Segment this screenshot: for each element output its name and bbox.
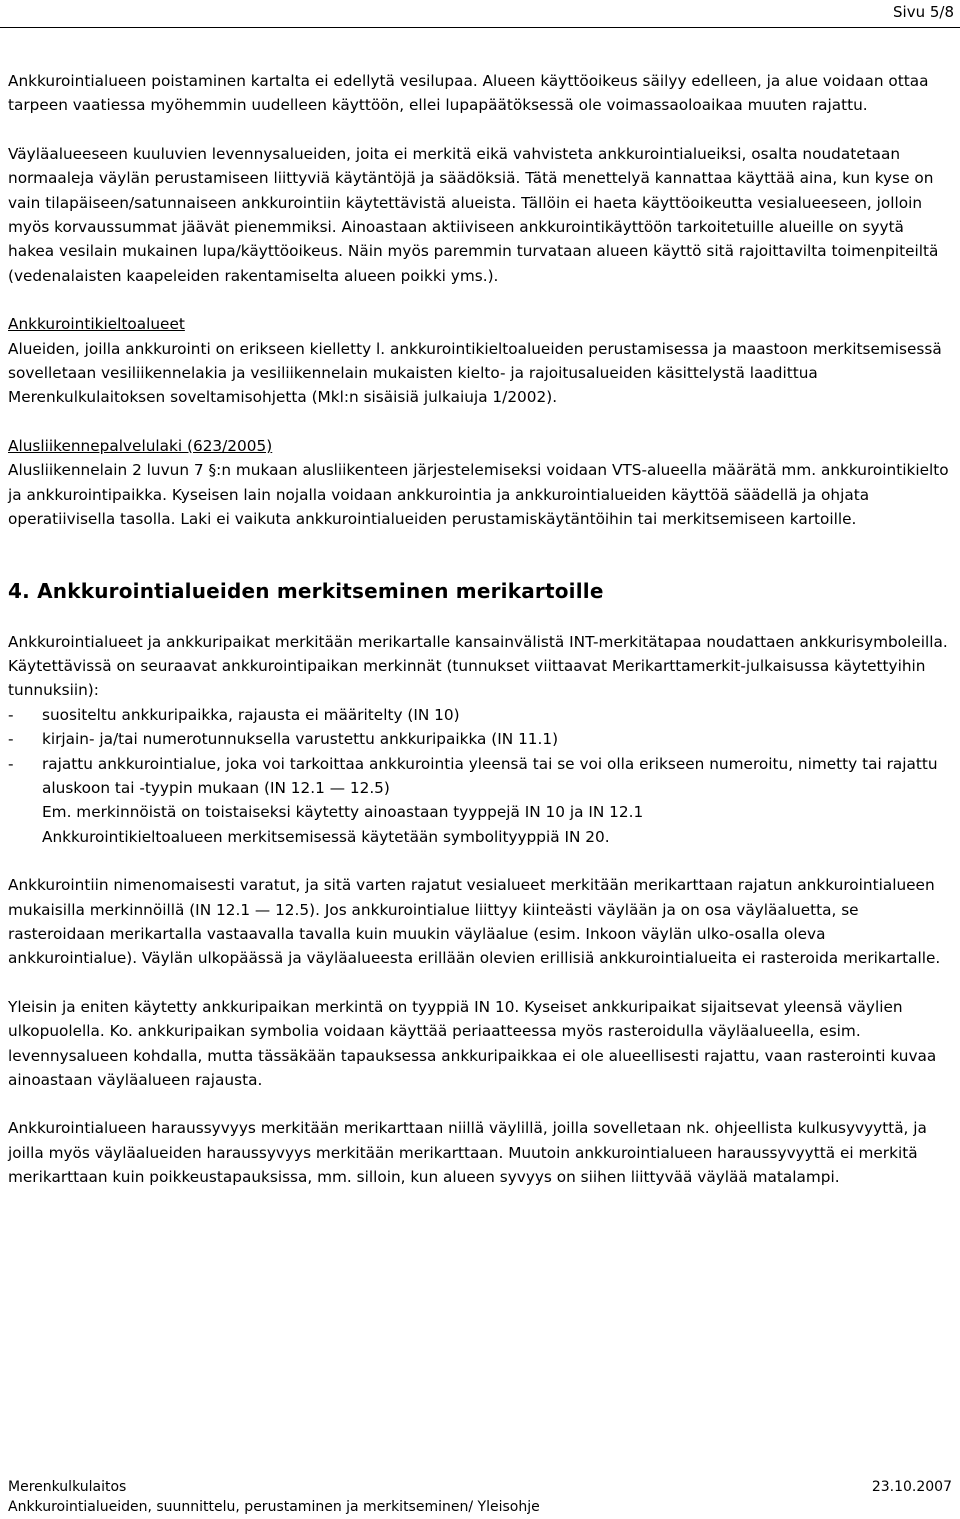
paragraph-poistaminen: Ankkurointialueen poistaminen kartalta ei edellytä vesilupaa. Alueen käyttöoikeus säilyy edelleen, ja alue voidaan ottaa tarpeen vaatiessa myöhemmin uudelleen käyttöön, ellei lupapäätöksessä ole voimassaoloaikaa muuten rajattu. <box>8 72 929 115</box>
paragraph-levennysalueet: Väyläalueeseen kuuluvien levennysalueiden, joita ei merkitä eikä vahvisteta ankkurointialueiksi, osalta noudatetaan normaaleja väylän perustamiseen liittyviä käytäntöjä ja säädöksiä. Tätä menettelyä kannattaa käyttää aina, kun kyse on vain tilapäiseen/satunnaiseen ankkurointiin käytettävistä alueista. Tällöin ei haeta käyttöoikeutta vesialueeseen, jolloin myös korvaussummat jäävät pienemmiksi. Ainoastaan aktiiviseen ankkurointikäyttöön tarkoitetuille alueille on syytä hakea vesilain mukainen lupa/käyttöoikeus. Näin myös paremmin turvataan alueen käyttö sitä rajoittavilta toimenpiteiltä (vedenalaisten kaapeleiden rakentamiselta alueen poikki yms.). <box>8 144 939 285</box>
paragraph-alusliikennelaki: Alusliikennelain 2 luvun 7 §:n mukaan alusliikenteen järjestelemiseksi voidaan VTS-alueella määrätä mm. ankkurointikielto ja ankkurointipaikka. Kyseisen lain nojalla voidaan ankkurointia ja ankkurointialueiden käyttöä säädellä ja ohjata operatiivisella tasolla. Laki ei vaikuta ankkurointialueiden perustamiskäytäntöihin tai merkitsemiseen kartoille. <box>8 461 949 529</box>
footer-org: Merenkulkulaitos <box>8 1479 127 1495</box>
paragraph-haraussyvyys: Ankkurointialueen haraussyvyys merkitään merikarttaan niillä väylillä, joilla sovelletaan nk. ohjeellista kulkusyvyyttä, ja joilla myös väyläalueiden haraussyvyys merkitään merikarttaan. Muutoin ankkurointialueen haraussyvyyttä ei merkitä merikarttaan kuin poikkeustapauksissa, mm. silloin, kun alueen syvyys on siihen liittyvää väylää matalampi. <box>8 1119 927 1187</box>
section-heading: 4. Ankkurointialueiden merkitseminen merikartoille <box>8 578 604 603</box>
document-body <box>8 69 952 1190</box>
subheading-alusliikennelaki: Alusliikennepalvelulaki (623/2005) <box>8 436 273 455</box>
footer-date: 23.10.2007 <box>871 1479 952 1495</box>
paragraph-kieltoalue-symboli: Ankkurointikieltoalueen merkitsemisessä käytetään symbolityyppiä IN 20. <box>42 827 610 846</box>
paragraph-merkinnat: Ankkurointialueet ja ankkuripaikat merkitään merikartalle kansainvälistä INT-merkitätapaa noudattaen ankkurisymboleilla. Käytettävissä on seuraavat ankkurointipaikan merkinnät (tunnukset viittaavat Merikarttamerkit-julkaisussa käytettyihin tunnuksiin): <box>8 632 948 700</box>
paragraph-em-merkinnat: Em. merkinnöistä on toistaiseksi käytetty ainoastaan tyyppejä IN 10 ja IN 12.1 <box>42 803 644 822</box>
paragraph-kieltoalueet: Alueiden, joilla ankkurointi on erikseen kielletty l. ankkurointikieltoalueiden perustamisessa ja maastoon merkitsemisessä sovelletaan vesiliikennelakia ja vesiliikennelain mukaisten kielto- ja rajoitusalueiden käsittelystä laadittua Merenkulkulaitoksen soveltamisohjetta (Mkl:n sisäisiä julkaiuja 1/2002). <box>8 339 942 407</box>
list-item: - kirjain- ja/tai numerotunnuksella varustettu ankkuripaikka (IN 11.1) <box>8 730 559 749</box>
list-item: - suositeltu ankkuripaikka, rajausta ei määritelty (IN 10) <box>8 705 460 724</box>
paragraph-in10: Yleisin ja eniten käytetty ankkuripaikan merkintä on tyyppiä IN 10. Kyseiset ankkuripaikat sijaitsevat yleensä väylien ulkopuolella. Ko. ankkuripaikan symbolia voidaan käyttää periaatteessa myös rasteroidulla väyläalueella, esim. levennysalueen kohdalla, mutta tässäkään tapauksessa ankkuripaikkaa ei ole alueellisesti rajattu, vaan rasterointi kuvaa ainoastaan väyläalueen rajausta. <box>8 997 937 1089</box>
footer-doc-title: Ankkurointialueiden, suunnittelu, perustaminen ja merkitseminen/ Yleisohje <box>8 1499 540 1515</box>
symbol-list <box>8 703 952 801</box>
list-item: - rajattu ankkurointialue, joka voi tarkoittaa ankkurointia yleensä tai se voi olla erikseen numeroitu, nimetty tai rajattu aluskoon tai -tyypin mukaan (IN 12.1 — 12.5) <box>8 754 938 797</box>
header-rule <box>0 27 960 28</box>
page-footer <box>8 1477 952 1517</box>
paragraph-varatut-alueet: Ankkurointiin nimenomaisesti varatut, ja sitä varten rajatut vesialueet merkitään merikarttaan rajatun ankkurointialueen mukaisilla merkinnöillä (IN 12.1 — 12.5). Jos ankkurointialue liittyy kiinteästi väylään ja on osa väyläaluetta, se rasteroidaan merikartalla vastaavalla tavalla kuin muukin väyläalue (esim. Inkoon väylän ulko-osalla oleva ankkurointialue). Väylän ulkopäässä ja väyläalueesta erillään olevien erillisiä ankkurointialueita ei rasteroida merikartalle. <box>8 876 941 968</box>
page-header <box>0 0 960 30</box>
subheading-kieltoalueet: Ankkurointikieltoalueet <box>8 315 185 334</box>
page-number: Sivu 5/8 <box>893 3 954 21</box>
